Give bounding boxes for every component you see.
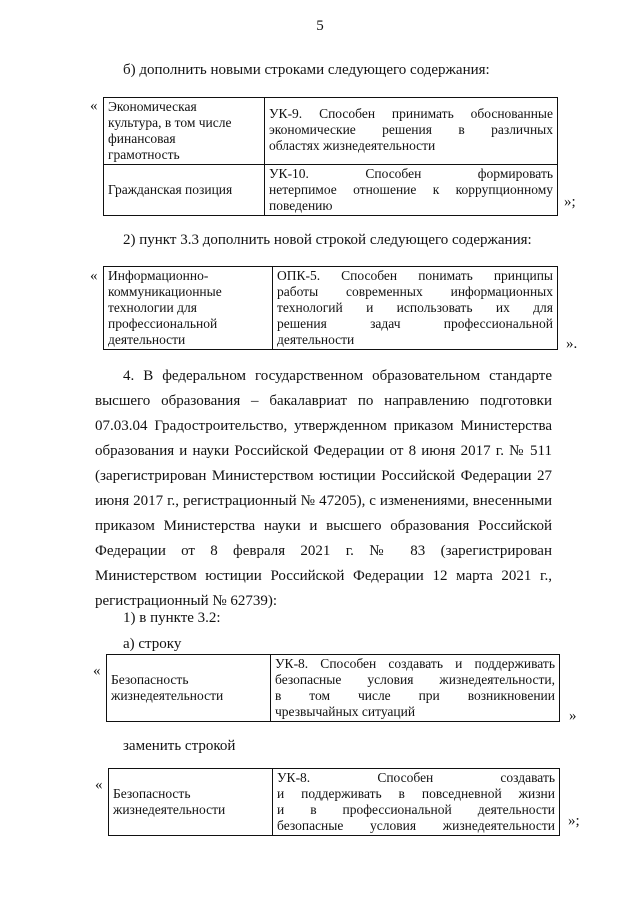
cell-line: Экономическая (108, 99, 197, 114)
cell-line: деятельности (277, 332, 355, 347)
cell-line: безопасные условия жизнедеятельности (277, 818, 555, 833)
cell-line: нетерпимое отношение к коррупционному (269, 182, 553, 197)
table-competencies-opk (103, 266, 558, 350)
cell-line: решения задач профессиональной (277, 316, 553, 331)
cell-line: Безопасность (113, 786, 191, 801)
table-cell-category (104, 165, 265, 216)
cell-line: работы современных информационных (277, 284, 553, 299)
table-competencies-uk (103, 97, 558, 216)
open-quote-2: « (90, 268, 98, 284)
table-row (104, 98, 558, 165)
cell-line: профессиональной (108, 316, 218, 331)
table-cell-competency (265, 165, 558, 216)
item-a-text: а) строку (123, 636, 182, 652)
cell-line: экономические решения в различных (269, 122, 553, 137)
cell-line: грамотность (108, 147, 180, 162)
cell-line: Безопасность (111, 672, 189, 687)
paragraph-4: 4. В федеральном государственном образовательном стандарте высшего образования – бакалавриат по направлению подготовки 07.03.04 Градостроительство, утвержденном приказом Министерства образования и науки Российской Федерации от 8 июня 2017 г. № 511 (зарегистрирован Министерством юстиции Российской Федерации 27 июня 2017 г., регистрационный № 47205), с изменениями, внесенными приказом Министерства науки и высшего образования Российской Федерации от 8 февраля 2021 г. № 83 (зарегистрирован Министерством юстиции Российской Федерации 12 марта 2021 г., регистрационный № 62739): (95, 368, 552, 609)
cell-line: УК-9. Способен принимать обоснованные (269, 106, 553, 121)
table-row (109, 769, 560, 836)
replace-with-text: заменить строкой (123, 738, 236, 754)
cell-line: ОПК-5. Способен понимать принципы (277, 268, 553, 283)
cell-line: чрезвычайных ситуаций (275, 704, 416, 719)
table-cell-category (104, 267, 273, 350)
table-row (104, 165, 558, 216)
table-cell-competency (271, 655, 560, 722)
cell-line: и поддерживать в повседневной жизни (277, 786, 555, 801)
open-quote-4: « (95, 777, 103, 793)
table-cell-competency (265, 98, 558, 165)
table-new-row (108, 768, 560, 836)
table-cell-category (107, 655, 271, 722)
cell-line: Информационно- (108, 268, 209, 283)
cell-line: деятельности (108, 332, 186, 347)
close-quote-1: »; (564, 194, 576, 210)
cell-line: и в профессиональной деятельности (277, 802, 555, 817)
open-quote-1: « (90, 98, 98, 114)
close-quote-4: »; (568, 813, 580, 829)
cell-line: жизнедеятельности (111, 688, 224, 703)
table-cell-category (109, 769, 273, 836)
table-row (104, 267, 558, 350)
cell-line: областях жизнедеятельности (269, 138, 436, 153)
cell-line: культура, в том числе (108, 115, 232, 130)
cell-line: Гражданская позиция (108, 182, 233, 197)
table-cell-competency (273, 769, 560, 836)
table-old-row (106, 654, 560, 722)
close-quote-2: ». (566, 336, 578, 352)
cell-line: поведению (269, 198, 333, 213)
open-quote-3: « (93, 663, 101, 679)
cell-line: безопасные условия жизнедеятельности, (275, 672, 555, 687)
intro-2-text: 2) пункт 3.3 дополнить новой строкой следующего содержания: (123, 232, 532, 248)
cell-line: технологии для (108, 300, 197, 315)
table-row (107, 655, 560, 722)
cell-line: технологий и использовать их для (277, 300, 553, 315)
cell-line: жизнедеятельности (113, 802, 226, 817)
cell-line: УК-8. Способен создавать и поддерживать (275, 656, 555, 671)
intro-b-text: б) дополнить новыми строками следующего содержания: (123, 62, 490, 78)
close-quote-3: » (569, 708, 577, 724)
cell-line: в том числе при возникновении (275, 688, 555, 703)
page-number: 5 (316, 18, 324, 34)
cell-line: финансовая (108, 131, 176, 146)
cell-line: УК-8. Способен создавать (277, 770, 555, 785)
cell-line: коммуникационные (108, 284, 222, 299)
table-cell-competency (273, 267, 558, 350)
table-cell-category (104, 98, 265, 165)
item-1-text: 1) в пункте 3.2: (123, 610, 221, 626)
cell-line: УК-10. Способен формировать (269, 166, 553, 181)
